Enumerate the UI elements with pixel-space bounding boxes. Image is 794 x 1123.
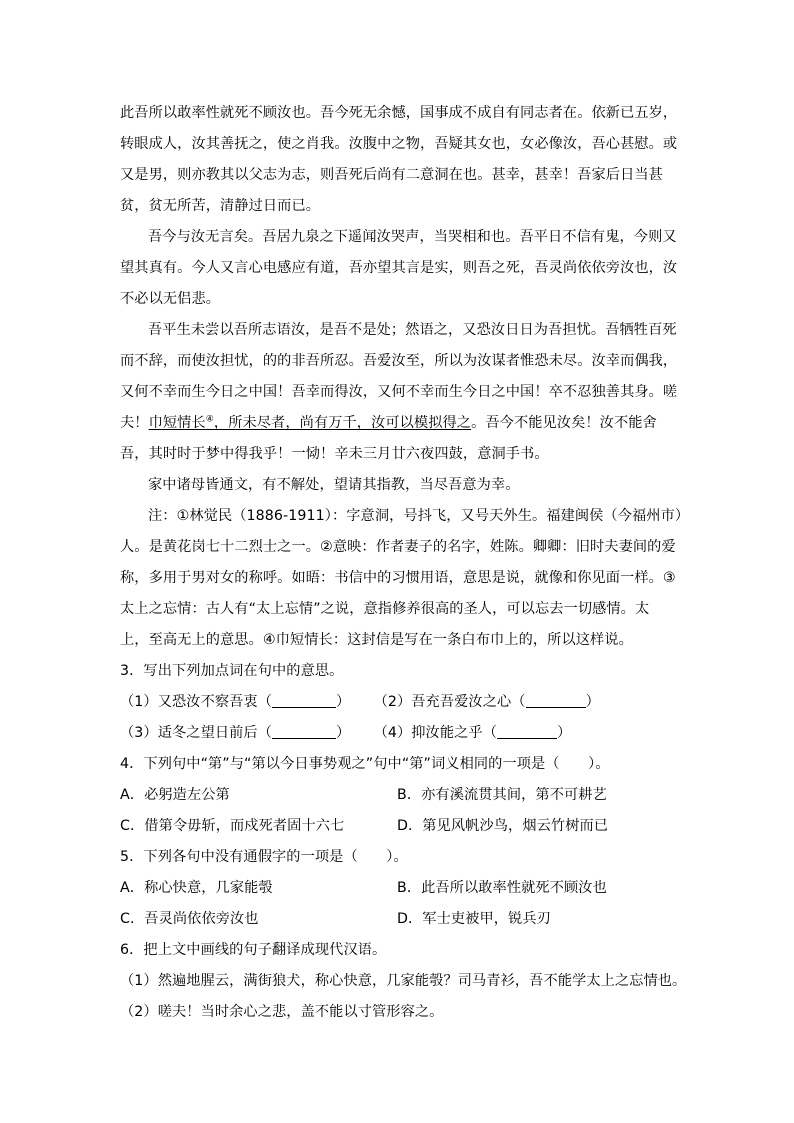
question-row <box>120 718 674 749</box>
text-line: 又何不幸而生今日之中国！吾幸而得汝，又何不幸而生今日之中国！卒不忍独善其身。嗟 <box>120 384 678 400</box>
text-line: 此吾所以敢率性就死不顾汝也。吾今死无余憾，国事成不成自有同志者在。依新已五岁， <box>120 105 678 121</box>
question-4 <box>120 749 674 842</box>
answer-blank[interactable] <box>272 724 336 739</box>
question-stem: 5．下列各句中没有通假字的一项是（ ）。 <box>120 849 408 865</box>
options-row <box>120 873 674 904</box>
text-line: 转眼成人，汝其善抚之，使之肖我。汝腹中之物，吾疑其女也，女必像汝，吾心甚慰。或 <box>120 136 678 152</box>
option-b[interactable]: B．此吾所以敢率性就死不顾汝也 <box>397 880 607 896</box>
options-row <box>120 811 674 842</box>
footnotes <box>120 501 690 656</box>
underlined-text: 巾短情长 <box>148 415 206 431</box>
options-row <box>120 780 674 811</box>
question-row <box>120 687 674 718</box>
text-line: 而不辞，而使汝担忧，的的非吾所忍。吾爱汝至，所以为汝谋者惟恐未尽。汝幸而偶我， <box>120 353 678 369</box>
text-segment: 。吾今不能见汝矣！汝不能舍 <box>471 415 657 431</box>
option-d[interactable]: D．军士吏被甲，锐兵刃 <box>397 911 551 927</box>
question-5 <box>120 842 674 935</box>
item-label: ） <box>336 725 351 741</box>
note-line: 人。是黄花岗七十二烈士之一。②意映：作者妻子的名字，姓陈。卿卿：旧时夫妻间的爱 <box>120 539 676 555</box>
text-line: 吾今与汝无言矣。吾居九泉之下遥闻汝哭声，当哭相和也。吾平日不信有鬼，今则又 <box>148 229 677 245</box>
item-label: （2）吾充吾爱汝之心（ <box>373 694 526 710</box>
option-a[interactable]: A．称心快意，几家能彀 <box>120 880 273 896</box>
item-label: ） <box>585 694 600 710</box>
item-label: （1）又恐汝不察吾衷（ <box>120 694 273 710</box>
underlined-sentence <box>149 415 472 431</box>
translation-item: （1）然遍地腥云，满街狼犬，称心快意，几家能彀？司马青衫，吾不能学太上之忘情也。 <box>120 973 687 989</box>
passage-paragraph-4: 家中诸母皆通文，有不解处，望请其指教，当尽吾意为幸。 <box>148 477 520 493</box>
text-line: 不必以无侣悲。 <box>120 291 221 307</box>
note-line: 上，至高无上的意思。④巾短情长：这封信是写在一条白布巾上的，所以这样说。 <box>120 632 633 648</box>
passage-paragraph-2 <box>120 222 678 315</box>
note-line: 太上之忘情：古人有“太上忘情”之说，意指修养很高的圣人，可以忘去一切感情。太 <box>120 601 650 617</box>
note-line: 注：①林觉民（1886-1911）：字意洞，号抖飞，又号天外生。福建闽侯（今福州市） <box>148 508 690 524</box>
passage-paragraph-3 <box>120 315 678 470</box>
text-line: 望其真有。今人又言心电感应有道，吾亦望其言是实，则吾之死，吾灵尚依依旁汝也，汝 <box>120 260 678 276</box>
question-stem: 3．写出下列加点词在句中的意思。 <box>120 663 344 679</box>
question-3 <box>120 656 674 749</box>
option-a[interactable]: A．必躬造左公第 <box>120 787 230 803</box>
footnote-marker: ④ <box>205 414 214 425</box>
question-stem: 4．下列句中“第”与“第以今日事势观之”句中“第”词义相同的一项是（ ）。 <box>120 756 610 772</box>
item-label: （3）适冬之望日前后（ <box>120 725 273 741</box>
option-c[interactable]: C．吾灵尚依依旁汝也 <box>120 911 259 927</box>
text-segment: 夫！ <box>120 415 149 431</box>
answer-blank[interactable] <box>272 693 336 708</box>
text-line: 贫，贫无所苦，清静过日而已。 <box>120 198 321 214</box>
question-6 <box>120 935 687 1028</box>
item-label: （4）抑汝能之乎（ <box>373 725 497 741</box>
item-label: ） <box>336 694 351 710</box>
answer-blank[interactable] <box>497 724 557 739</box>
option-c[interactable]: C．借第令毋斩，而戍死者固十六七 <box>120 818 345 834</box>
text-line <box>120 408 674 439</box>
option-d[interactable]: D．第见风帆沙鸟，烟云竹树而已 <box>397 818 609 834</box>
item-label: ） <box>557 725 572 741</box>
translation-item: （2）嗟夫！当时余心之悲，盖不能以寸管形容之。 <box>120 1004 444 1020</box>
text-line: 吾平生未尝以吾所志语汝，是吾不是处；然语之，又恐汝日日为吾担忧。吾牺牲百死 <box>148 322 677 338</box>
passage-paragraph-1 <box>120 98 678 222</box>
text-line: 吾，其时时于梦中得我乎！一恸！辛未三月廿六夜四鼓，意洞手书。 <box>120 446 549 462</box>
text-line: 又是男，则亦教其以父志为志，则吾死后尚有二意洞在也。甚幸，甚幸！吾家后日当甚 <box>120 167 663 183</box>
option-b[interactable]: B．亦有溪流贯其间，第不可耕艺 <box>397 787 607 803</box>
answer-blank[interactable] <box>526 693 586 708</box>
note-line: 称，多用于男对女的称呼。如晤：书信中的习惯用语，意思是说，就像和你见面一样。③ <box>120 570 676 586</box>
question-stem: 6．把上文中画线的句子翻译成现代汉语。 <box>120 942 387 958</box>
options-row <box>120 904 674 935</box>
underlined-text: ，所未尽者，尚有万千，汝可以模拟得之 <box>213 415 472 431</box>
